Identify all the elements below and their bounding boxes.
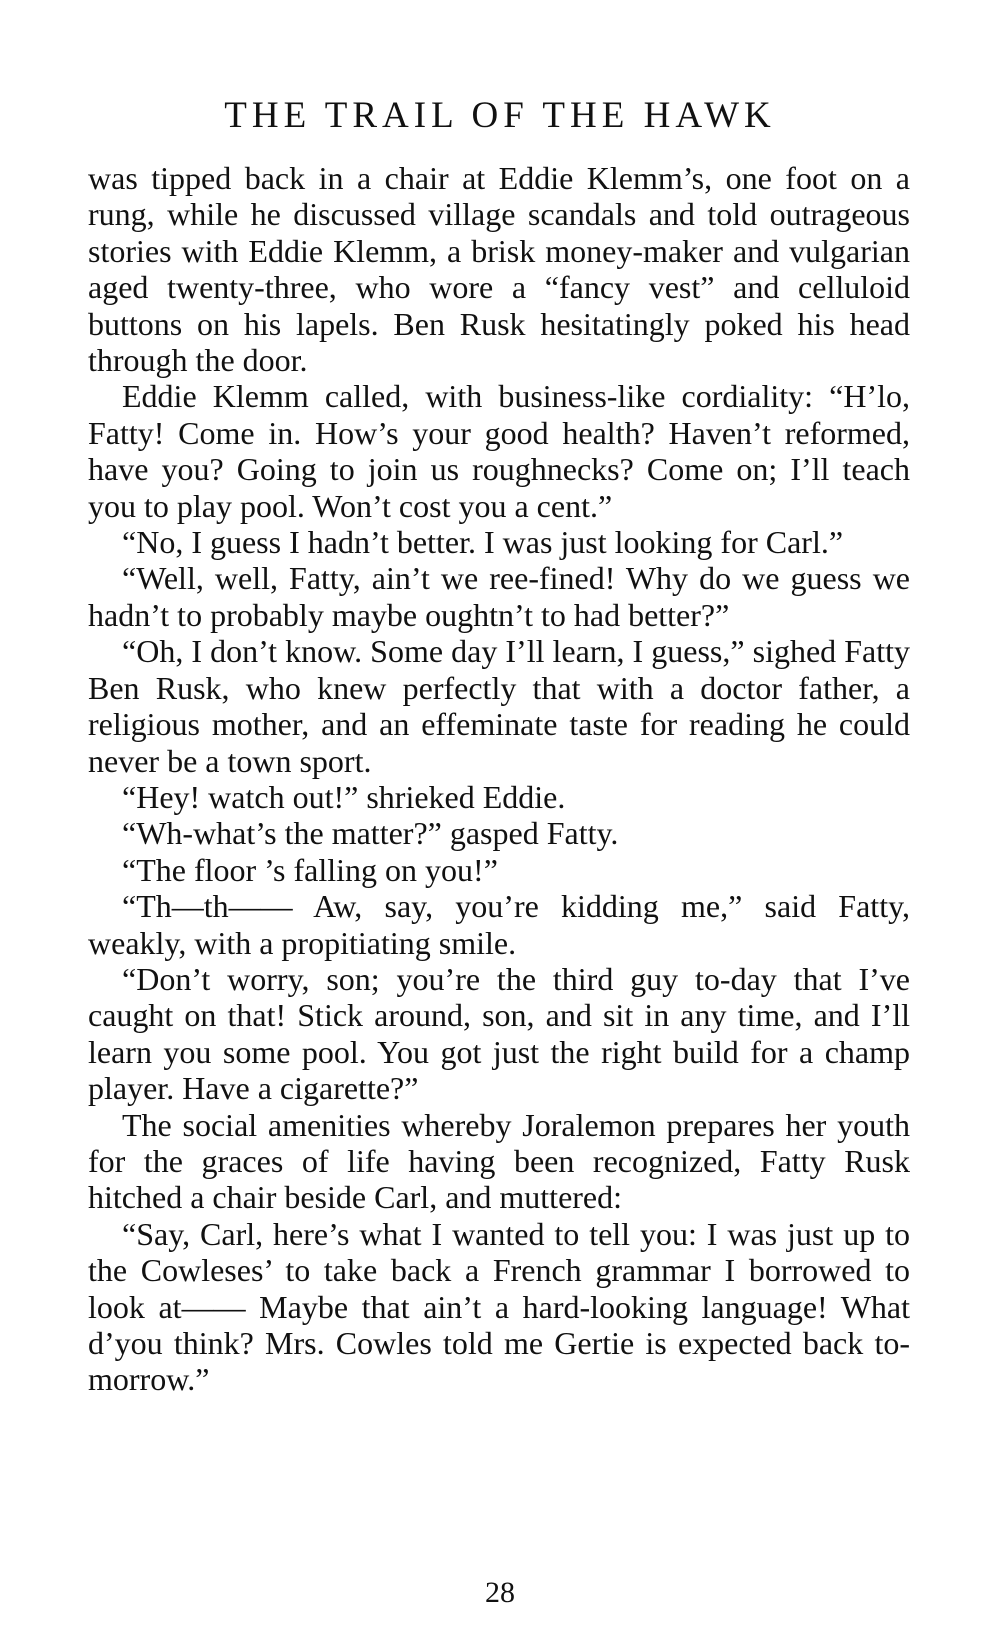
paragraph: “Th—th—— Aw, say, you’re kidding me,” said Fatty, weakly, with a propitiating smile. [88,888,910,961]
paragraph: Eddie Klemm called, with business-like cordiality: “H’lo, Fatty! Come in. How’s your good health? Haven’t reformed, have you? Going to join us roughnecks? Come on; I’ll teach you to play pool. Won’t cost you a cent.” [88,378,910,524]
paragraph: The social amenities whereby Joralemon prepares her youth for the graces of life having been recognized, Fatty Rusk hitched a chair beside Carl, and muttered: [88,1106,910,1216]
paragraph: “Wh-what’s the matter?” gasped Fatty. [122,815,619,852]
paragraph: “Well, well, Fatty, ain’t we ree-fined! Why do we guess we hadn’t to probably maybe oughtn’t to had better?” [88,560,910,633]
body-text [88,160,910,1398]
paragraph: “Don’t worry, son; you’re the third guy to-day that I’ve caught on that! Stick around, son, and sit in any time, and I’ll learn you some pool. You got just the right build for a champ player. Have a cigarette?” [88,960,910,1107]
paragraph: “Say, Carl, here’s what I wanted to tell you: I was just up to the Cowleses’ to take back a French grammar I borrowed to look at—— Maybe that ain’t a hard-looking language! What d’you think? Mrs. Cowles told me Gertie is expected back to-morrow.” [88,1215,910,1398]
running-head: THE TRAIL OF THE HAWK [224,95,776,136]
paragraph: “Hey! watch out!” shrieked Eddie. [122,778,566,815]
paragraph: “Oh, I don’t know. Some day I’ll learn, I guess,” sighed Fatty Ben Rusk, who knew perfectly that with a doctor father, a religious mother, and an effeminate taste for reading he could never be a town sport. [88,633,910,779]
page-number: 28 [485,1576,515,1609]
paragraph: “No, I guess I hadn’t better. I was just looking for Carl.” [122,524,844,561]
paragraph: was tipped back in a chair at Eddie Klemm’s, one foot on a rung, while he discussed village scandals and told outrageous stories with Eddie Klemm, a brisk money-maker and vulgarian aged twenty-three, who wore a “fancy vest” and celluloid buttons on his lapels. Ben Rusk hesitatingly poked his head through the door. [88,160,910,379]
paragraph: “The floor ’s falling on you!” [122,851,498,888]
